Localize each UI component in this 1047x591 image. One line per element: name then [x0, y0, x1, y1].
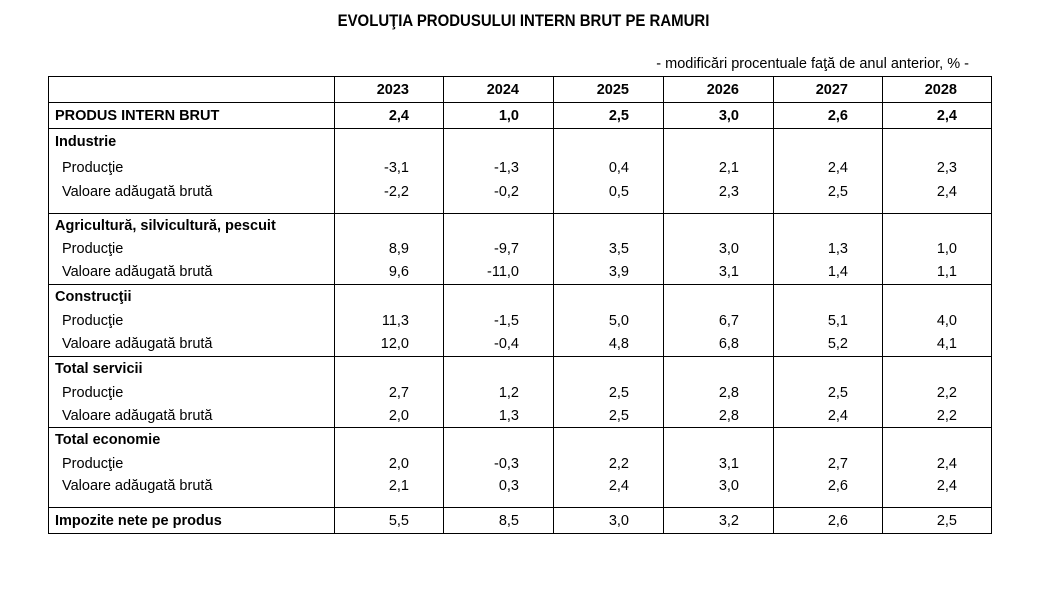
table-row: [49, 181, 992, 203]
section-row: [49, 357, 992, 381]
section-label: Agricultură, silvicultură, pescuit: [49, 214, 335, 238]
year-header: 2023: [335, 77, 444, 103]
value-cell: 2,1: [664, 155, 774, 181]
value-cell: 2,6: [774, 103, 883, 129]
value-cell: 2,4: [883, 452, 992, 476]
table-title: EVOLUŢIA PRODUSULUI INTERN BRUT PE RAMURI: [337, 11, 710, 30]
value-cell: 3,9: [554, 261, 664, 285]
row-label: Valoare adăugată brută: [49, 261, 335, 285]
year-header: 2026: [664, 77, 774, 103]
value-cell: 2,4: [774, 155, 883, 181]
table-row: [49, 261, 992, 285]
value-cell: 2,7: [774, 452, 883, 476]
value-cell: 0,3: [444, 476, 554, 497]
value-cell: 5,1: [774, 310, 883, 333]
row-label: Producţie: [49, 238, 335, 261]
year-header: 2027: [774, 77, 883, 103]
value-cell: 3,0: [664, 238, 774, 261]
taxes-row: [49, 508, 992, 534]
value-cell: 2,4: [883, 476, 992, 497]
value-cell: 2,5: [554, 381, 664, 405]
row-label: Valoare adăugată brută: [49, 476, 335, 497]
value-cell: -11,0: [444, 261, 554, 285]
value-cell: 2,5: [883, 508, 992, 534]
section-label: Total economie: [49, 428, 335, 452]
value-cell: 2,4: [883, 181, 992, 203]
row-label: Producţie: [49, 452, 335, 476]
row-label: Valoare adăugată brută: [49, 405, 335, 428]
row-label: Producţie: [49, 310, 335, 333]
value-cell: 5,5: [335, 508, 444, 534]
pib-row: [49, 103, 992, 129]
header-row: [49, 77, 992, 103]
value-cell: 0,5: [554, 181, 664, 203]
value-cell: -9,7: [444, 238, 554, 261]
value-cell: 1,3: [774, 238, 883, 261]
section-label: Construcţii: [49, 285, 335, 310]
year-header: 2025: [554, 77, 664, 103]
value-cell: 1,3: [444, 405, 554, 428]
row-label: PRODUS INTERN BRUT: [49, 103, 335, 129]
value-cell: 3,5: [554, 238, 664, 261]
value-cell: 2,8: [664, 405, 774, 428]
table-row: [49, 333, 992, 357]
value-cell: -0,4: [444, 333, 554, 357]
value-cell: 11,3: [335, 310, 444, 333]
value-cell: 1,0: [883, 238, 992, 261]
table-row: [49, 476, 992, 497]
value-cell: 9,6: [335, 261, 444, 285]
value-cell: 8,9: [335, 238, 444, 261]
value-cell: -1,3: [444, 155, 554, 181]
value-cell: 1,0: [444, 103, 554, 129]
value-cell: 2,2: [883, 381, 992, 405]
value-cell: 2,6: [774, 476, 883, 497]
value-cell: 2,7: [335, 381, 444, 405]
value-cell: 2,4: [554, 476, 664, 497]
value-cell: 2,5: [554, 405, 664, 428]
value-cell: 3,2: [664, 508, 774, 534]
value-cell: 2,2: [554, 452, 664, 476]
row-label: Impozite nete pe produs: [49, 508, 335, 534]
value-cell: 2,4: [774, 405, 883, 428]
value-cell: 2,2: [883, 405, 992, 428]
value-cell: 3,0: [664, 476, 774, 497]
section-row: [49, 285, 992, 310]
value-cell: 6,7: [664, 310, 774, 333]
value-cell: 2,4: [883, 103, 992, 129]
value-cell: 2,3: [883, 155, 992, 181]
value-cell: 5,0: [554, 310, 664, 333]
value-cell: 1,4: [774, 261, 883, 285]
table-row: [49, 381, 992, 405]
table-row: [49, 405, 992, 428]
value-cell: 2,0: [335, 405, 444, 428]
row-label: Valoare adăugată brută: [49, 333, 335, 357]
section-row: [49, 214, 992, 238]
value-cell: -1,5: [444, 310, 554, 333]
section-row: [49, 428, 992, 452]
section-label: Industrie: [49, 129, 335, 155]
value-cell: -0,3: [444, 452, 554, 476]
header-corner: [49, 77, 335, 103]
year-header: 2024: [444, 77, 554, 103]
row-label: Producţie: [49, 381, 335, 405]
table-row: [49, 238, 992, 261]
value-cell: 2,4: [335, 103, 444, 129]
year-header: 2028: [883, 77, 992, 103]
value-cell: 4,1: [883, 333, 992, 357]
table-row: [49, 155, 992, 181]
row-label: Producţie: [49, 155, 335, 181]
value-cell: 3,0: [664, 103, 774, 129]
table-subtitle: - modificări procentuale faţă de anul anterior, % -: [656, 56, 969, 72]
value-cell: -2,2: [335, 181, 444, 203]
value-cell: 8,5: [444, 508, 554, 534]
table-row: [49, 310, 992, 333]
value-cell: 3,0: [554, 508, 664, 534]
value-cell: 4,8: [554, 333, 664, 357]
row-label: Valoare adăugată brută: [49, 181, 335, 203]
value-cell: 2,0: [335, 452, 444, 476]
value-cell: 2,5: [554, 103, 664, 129]
spacer-row: [49, 497, 992, 508]
value-cell: 3,1: [664, 452, 774, 476]
spacer-row: [49, 203, 992, 214]
value-cell: 2,1: [335, 476, 444, 497]
section-row: [49, 129, 992, 155]
value-cell: 2,5: [774, 181, 883, 203]
value-cell: 4,0: [883, 310, 992, 333]
value-cell: 2,6: [774, 508, 883, 534]
value-cell: -0,2: [444, 181, 554, 203]
value-cell: 0,4: [554, 155, 664, 181]
value-cell: 1,2: [444, 381, 554, 405]
value-cell: 12,0: [335, 333, 444, 357]
value-cell: 2,5: [774, 381, 883, 405]
value-cell: 6,8: [664, 333, 774, 357]
value-cell: 2,8: [664, 381, 774, 405]
section-label: Total servicii: [49, 357, 335, 381]
table-row: [49, 452, 992, 476]
value-cell: 3,1: [664, 261, 774, 285]
value-cell: 5,2: [774, 333, 883, 357]
value-cell: 1,1: [883, 261, 992, 285]
value-cell: -3,1: [335, 155, 444, 181]
gdp-table: [48, 76, 992, 534]
value-cell: 2,3: [664, 181, 774, 203]
